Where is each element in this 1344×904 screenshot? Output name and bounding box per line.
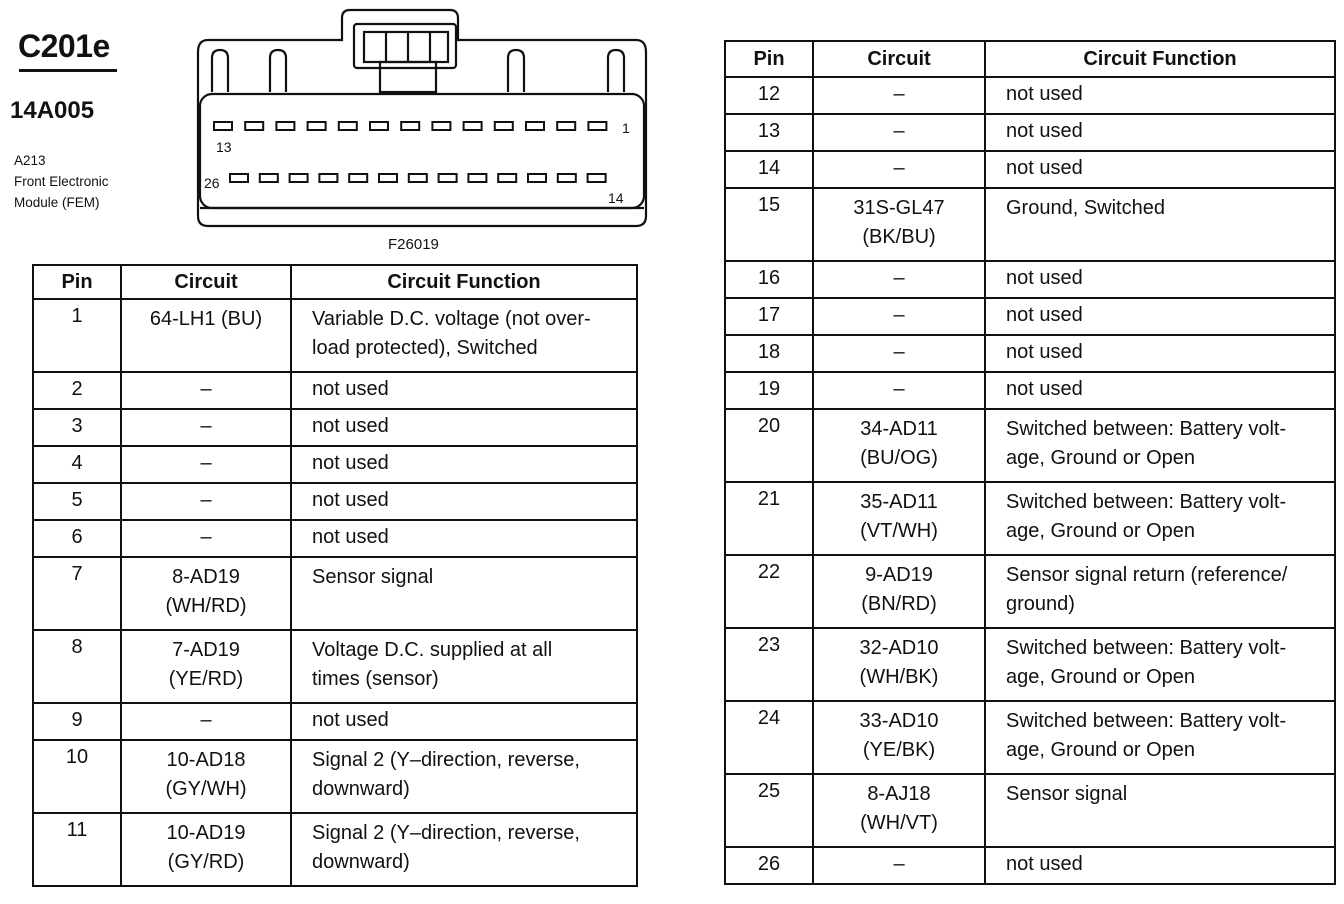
function-text: not used	[312, 489, 389, 511]
pin-number: 9	[33, 703, 121, 740]
pin-column-header: Pin	[33, 265, 121, 299]
function-text: Sensor signal	[1006, 783, 1128, 805]
circuit-text: –	[200, 526, 212, 548]
circuit-text: –	[893, 120, 905, 142]
function-cell	[291, 372, 637, 409]
pin-number: 13	[725, 114, 813, 151]
circuit-text: 7-AD19	[172, 639, 240, 661]
pin-slot	[290, 174, 308, 182]
function-column-header: Circuit Function	[985, 41, 1335, 77]
function-cell	[291, 740, 637, 813]
pin-slot	[339, 122, 357, 130]
circuit-cell	[813, 372, 985, 409]
pin-row	[33, 299, 637, 372]
circuit-text: –	[893, 378, 905, 400]
pin-slot	[245, 122, 263, 130]
pin-column-header: Pin	[725, 41, 813, 77]
pin-row	[33, 372, 637, 409]
pin-number: 24	[725, 701, 813, 774]
pin-slot	[319, 174, 337, 182]
function-cell	[985, 188, 1335, 261]
circuit-text: –	[893, 853, 905, 875]
pin-row	[725, 628, 1335, 701]
circuit-text: (YE/RD)	[168, 668, 244, 690]
pin-number: 23	[725, 628, 813, 701]
circuit-cell	[813, 482, 985, 555]
pin-slot	[558, 174, 576, 182]
function-text: Switched between: Battery volt-	[1006, 491, 1287, 513]
component-name-line2: Module (FEM)	[14, 195, 100, 210]
function-cell	[291, 813, 637, 886]
pin-number: 6	[33, 520, 121, 557]
function-cell	[291, 630, 637, 703]
pin-row	[725, 188, 1335, 261]
pin-label-14: 14	[608, 190, 624, 206]
pin-number: 4	[33, 446, 121, 483]
pin-slot	[230, 174, 248, 182]
circuit-text: (WH/VT)	[860, 812, 938, 834]
circuit-text: (BK/BU)	[862, 226, 936, 248]
pin-row	[33, 740, 637, 813]
circuit-text: (WH/RD)	[165, 595, 247, 617]
part-number: 14A005	[10, 97, 95, 124]
pin-row	[33, 703, 637, 740]
function-text: not used	[1006, 341, 1083, 363]
pin-number: 2	[33, 372, 121, 409]
circuit-cell	[813, 77, 985, 114]
circuit-cell	[813, 298, 985, 335]
pin-row	[725, 114, 1335, 151]
pin-row	[725, 847, 1335, 884]
figure-code: F26019	[388, 236, 439, 253]
pin-row	[725, 151, 1335, 188]
pin-slot	[401, 122, 419, 130]
pin-number: 20	[725, 409, 813, 482]
table-header-row	[725, 41, 1335, 77]
title-underline	[19, 69, 117, 72]
function-cell	[985, 482, 1335, 555]
function-cell	[985, 701, 1335, 774]
function-cell	[985, 774, 1335, 847]
function-text: not used	[1006, 378, 1083, 400]
pin-number: 25	[725, 774, 813, 847]
component-name-line1: Front Electronic	[14, 174, 109, 189]
circuit-cell	[813, 628, 985, 701]
pin-slot	[409, 174, 427, 182]
circuit-text: 8-AD19	[172, 566, 240, 588]
circuit-text: 10-AD18	[166, 749, 246, 771]
function-cell	[291, 483, 637, 520]
pin-slot	[214, 122, 232, 130]
pin-number: 18	[725, 335, 813, 372]
function-text: not used	[312, 452, 389, 474]
circuit-text: –	[200, 378, 212, 400]
function-text: downward)	[312, 851, 410, 873]
pin-row	[33, 483, 637, 520]
circuit-text: 35-AD11	[860, 491, 938, 513]
pin-number: 19	[725, 372, 813, 409]
function-text: Variable D.C. voltage (not over-	[312, 308, 591, 330]
pin-row	[725, 298, 1335, 335]
pin-slot	[528, 174, 546, 182]
function-cell	[291, 703, 637, 740]
pin-number: 3	[33, 409, 121, 446]
circuit-cell	[121, 630, 291, 703]
function-text: Signal 2 (Y–direction, reverse,	[312, 749, 580, 771]
pin-row	[725, 372, 1335, 409]
pin-slot	[468, 174, 486, 182]
pin-slot	[495, 122, 513, 130]
circuit-text: –	[893, 341, 905, 363]
pin-row	[33, 557, 637, 630]
circuit-cell	[813, 114, 985, 151]
pin-slot	[276, 122, 294, 130]
function-text: Switched between: Battery volt-	[1006, 710, 1287, 732]
circuit-text: (GY/WH)	[165, 778, 247, 800]
pin-row	[33, 409, 637, 446]
circuit-text: (YE/BK)	[862, 739, 936, 761]
circuit-cell	[121, 483, 291, 520]
circuit-text: –	[893, 83, 905, 105]
function-text: age, Ground or Open	[1006, 520, 1196, 542]
function-cell	[291, 557, 637, 630]
function-cell	[291, 409, 637, 446]
function-text: times (sensor)	[312, 668, 439, 690]
pin-number: 5	[33, 483, 121, 520]
function-cell	[291, 520, 637, 557]
function-cell	[985, 372, 1335, 409]
circuit-cell	[121, 520, 291, 557]
component-description	[14, 150, 109, 213]
function-cell	[985, 261, 1335, 298]
function-text: Sensor signal return (reference/	[1006, 564, 1288, 586]
pin-row	[725, 555, 1335, 628]
circuit-text: 31S-GL47	[853, 197, 945, 219]
connector-id: C201e	[18, 28, 110, 64]
function-cell	[985, 555, 1335, 628]
pin-slot	[260, 174, 278, 182]
circuit-cell	[813, 261, 985, 298]
function-text: Sensor signal	[312, 566, 434, 588]
function-cell	[985, 77, 1335, 114]
pin-slot	[557, 122, 575, 130]
function-text: age, Ground or Open	[1006, 739, 1196, 761]
circuit-text: –	[200, 415, 212, 437]
pin-row	[725, 409, 1335, 482]
circuit-text: –	[200, 489, 212, 511]
pin-number: 16	[725, 261, 813, 298]
circuit-text: 32-AD10	[859, 637, 939, 659]
circuit-text: –	[893, 304, 905, 326]
pin-number: 8	[33, 630, 121, 703]
pin-row	[725, 261, 1335, 298]
function-cell	[291, 299, 637, 372]
function-text: age, Ground or Open	[1006, 447, 1196, 469]
function-cell	[985, 114, 1335, 151]
pin-number: 7	[33, 557, 121, 630]
circuit-cell	[813, 335, 985, 372]
circuit-cell	[121, 703, 291, 740]
pin-number: 15	[725, 188, 813, 261]
circuit-text: (BN/RD)	[861, 593, 937, 615]
circuit-text: –	[200, 709, 212, 731]
circuit-text: –	[893, 267, 905, 289]
circuit-cell	[813, 847, 985, 884]
pin-row	[725, 774, 1335, 847]
function-text: not used	[312, 415, 389, 437]
function-text: not used	[1006, 853, 1083, 875]
function-text: not used	[1006, 157, 1083, 179]
circuit-cell	[121, 372, 291, 409]
function-text: not used	[1006, 267, 1083, 289]
circuit-cell	[813, 555, 985, 628]
function-cell	[985, 628, 1335, 701]
circuit-cell	[813, 151, 985, 188]
circuit-cell	[121, 740, 291, 813]
component-code: A213	[14, 153, 46, 168]
pin-row	[725, 701, 1335, 774]
function-text: not used	[312, 526, 389, 548]
circuit-text: 33-AD10	[859, 710, 939, 732]
function-text: not used	[1006, 304, 1083, 326]
circuit-text: 64-LH1 (BU)	[149, 308, 263, 330]
pin-row	[725, 77, 1335, 114]
pin-table-left	[32, 264, 638, 887]
pin-number: 22	[725, 555, 813, 628]
circuit-cell	[121, 813, 291, 886]
pin-slot	[588, 122, 606, 130]
function-cell	[985, 151, 1335, 188]
pin-number: 12	[725, 77, 813, 114]
function-text: age, Ground or Open	[1006, 666, 1196, 688]
circuit-text: (WH/BK)	[859, 666, 939, 688]
function-text: downward)	[312, 778, 410, 800]
pin-slot	[349, 174, 367, 182]
pin-number: 10	[33, 740, 121, 813]
function-text: Switched between: Battery volt-	[1006, 418, 1287, 440]
circuit-cell	[813, 409, 985, 482]
function-text: Voltage D.C. supplied at all	[312, 639, 553, 661]
pin-table-right	[724, 40, 1336, 885]
circuit-cell	[121, 557, 291, 630]
circuit-column-header: Circuit	[813, 41, 985, 77]
function-cell	[985, 298, 1335, 335]
pin-slot	[308, 122, 326, 130]
connector-face-diagram	[190, 6, 652, 232]
pin-row	[33, 520, 637, 557]
pin-row	[725, 335, 1335, 372]
pin-label-13: 13	[216, 139, 232, 155]
pin-row	[33, 446, 637, 483]
circuit-text: 9-AD19	[865, 564, 933, 586]
function-cell	[291, 446, 637, 483]
circuit-text: 8-AJ18	[867, 783, 931, 805]
circuit-text: 34-AD11	[860, 418, 938, 440]
circuit-text: 10-AD19	[166, 822, 246, 844]
function-text: not used	[1006, 83, 1083, 105]
pin-slot	[379, 174, 397, 182]
pin-number: 11	[33, 813, 121, 886]
pin-number: 14	[725, 151, 813, 188]
function-text: load protected), Switched	[312, 337, 538, 359]
pin-slot	[370, 122, 388, 130]
circuit-text: (GY/RD)	[167, 851, 245, 873]
function-column-header: Circuit Function	[291, 265, 637, 299]
function-text: not used	[1006, 120, 1083, 142]
pin-number: 17	[725, 298, 813, 335]
circuit-text: –	[200, 452, 212, 474]
pin-label-1: 1	[622, 120, 630, 136]
function-text: ground)	[1006, 593, 1075, 615]
circuit-text: (VT/WH)	[860, 520, 938, 542]
circuit-cell	[813, 701, 985, 774]
function-cell	[985, 335, 1335, 372]
pin-number: 21	[725, 482, 813, 555]
circuit-column-header: Circuit	[121, 265, 291, 299]
pin-slot	[498, 174, 516, 182]
pin-label-26: 26	[204, 175, 220, 191]
circuit-cell	[813, 774, 985, 847]
function-cell	[985, 847, 1335, 884]
pin-slot	[439, 174, 457, 182]
pin-slot	[526, 122, 544, 130]
pin-slot	[432, 122, 450, 130]
function-text: not used	[312, 378, 389, 400]
function-cell	[985, 409, 1335, 482]
circuit-text: (BU/OG)	[860, 447, 938, 469]
circuit-cell	[121, 409, 291, 446]
function-text: not used	[312, 709, 389, 731]
circuit-cell	[121, 299, 291, 372]
circuit-text: –	[893, 157, 905, 179]
pin-slot	[588, 174, 606, 182]
circuit-cell	[813, 188, 985, 261]
pin-row	[725, 482, 1335, 555]
function-text: Ground, Switched	[1006, 197, 1165, 219]
pin-slot	[464, 122, 482, 130]
table-header-row	[33, 265, 637, 299]
pin-row	[33, 630, 637, 703]
pin-number: 26	[725, 847, 813, 884]
function-text: Switched between: Battery volt-	[1006, 637, 1287, 659]
function-text: Signal 2 (Y–direction, reverse,	[312, 822, 580, 844]
circuit-cell	[121, 446, 291, 483]
pin-row	[33, 813, 637, 886]
pin-number: 1	[33, 299, 121, 372]
